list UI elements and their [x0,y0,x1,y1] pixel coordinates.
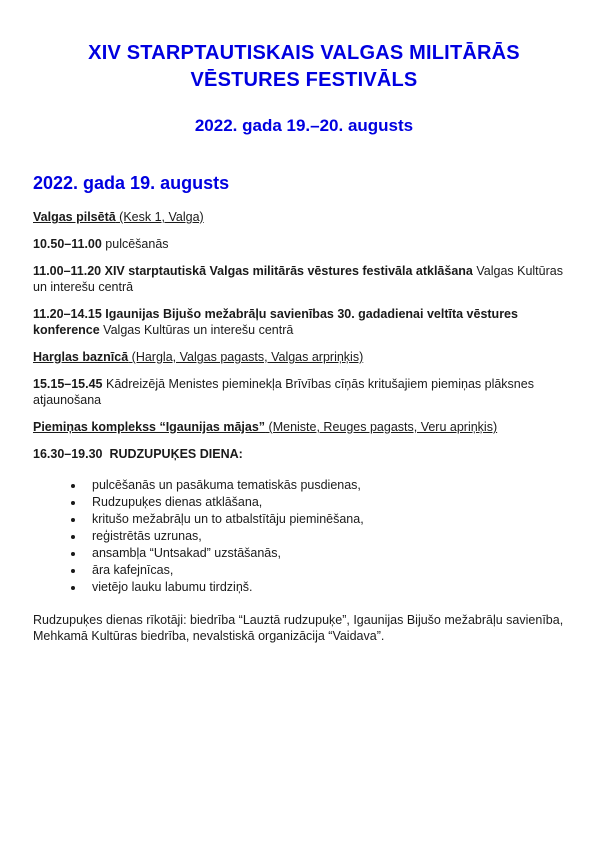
cornflower-day-activities-list [33,477,575,596]
schedule-entry-gathering: 10.50–11.00 pulcēšanās [33,237,169,251]
document-header [33,40,575,136]
schedule-entry-cornflower-day: 16.30–19.30 RUDZUPUĶES DIENA: [33,447,243,461]
festival-title-line-1: XIV STARPTAUTISKAIS VALGAS MILITĀRĀS [88,42,520,64]
schedule-entry-memorial-plaque: 15.15–15.45 Kādreizējā Menistes pieminekļa Brīvības cīņās kritušajiem piemiņas plāksnes atjaunošana [33,377,538,407]
organizers-paragraph: Rudzupuķes dienas rīkotāji: biedrība “Lauztā rudzupuķe”, Igaunijas Bijušo mežabrāļu savienība, Mehkamā Kultūras biedrība, nevalstiskā organizācija “Vaidava”. [33,613,564,643]
list-item: • āra kafejnīcas, [85,562,575,579]
list-item: • Rudzupuķes dienas atklāšana, [85,494,575,511]
location-heading-valga-city: Valgas pilsētā (Kesk 1, Valga) [33,210,204,224]
festival-title-line-2: VĒSTURES FESTIVĀLS [190,69,418,91]
schedule-content [33,209,575,644]
list-item: • reģistrētās uzrunas, [85,528,575,545]
location-heading-hargla-church: Harglas baznīcā (Hargla, Valgas pagasts, Valgas arpriņķis) [33,350,364,364]
festival-title [33,40,575,94]
list-item: • kritušo mežabrāļu un to atbalstītāju pieminēšana, [85,511,575,528]
schedule-entry-opening: 11.00–11.20 XIV starptautiskā Valgas militārās vēstures festivāla atklāšana Valgas Kultūras un interešu centrā [33,264,567,294]
day-heading: 2022. gada 19. augusts [33,173,230,193]
list-item: • ansambļa “Untsakad” uzstāšanās, [85,545,575,562]
festival-dates-subtitle: 2022. gada 19.–20. augusts [194,116,414,135]
list-item: • vietējo lauku labumu tirdziņš. [85,579,575,596]
list-item: • pulcēšanās un pasākuma tematiskās pusdienas, [85,477,575,494]
location-heading-memorial-complex: Piemiņas komplekss “Igaunijas mājas” (Meniste, Reuges pagasts, Veru apriņķis) [33,420,498,434]
schedule-entry-conference: 11.20–14.15 Igaunijas Bijušo mežabrāļu savienības 30. gadadienai veltīta vēstures konference Valgas Kultūras un interešu centrā [33,307,522,337]
